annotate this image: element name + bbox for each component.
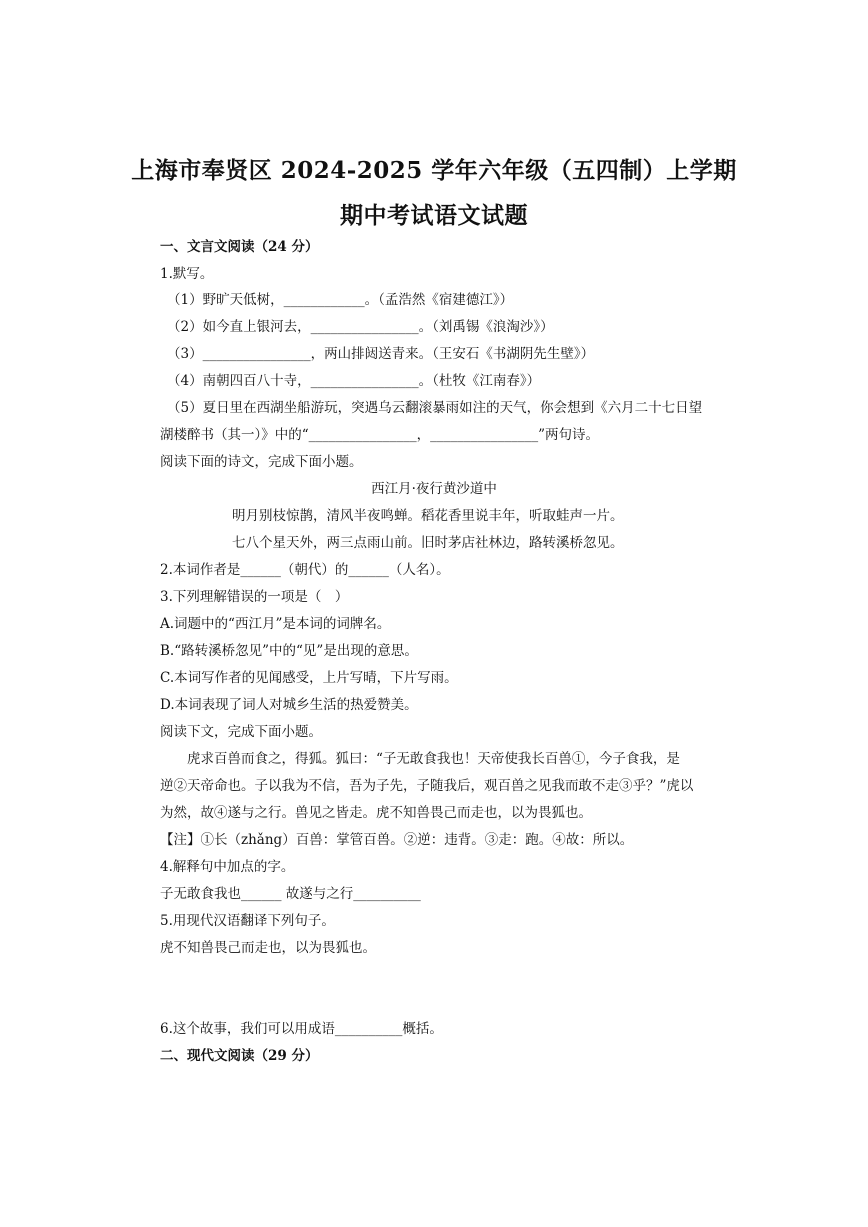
prose-note: 【注】①长（zhǎng）百兽：掌管百兽。②逆：违背。③走：跑。④故：所以。 [160,832,634,848]
poem-read-intro: 阅读下面的诗文，完成下面小题。 [160,454,363,470]
question-1-stem: 1.默写。 [160,266,214,282]
page-subtitle: 期中考试语文试题 [340,202,528,229]
question-3-stem: 3.下列理解错误的一项是（ ） [160,589,349,605]
question-3-option: A.词题中的“西江月”是本词的词牌名。 [160,616,391,632]
question-4-line: 子无敢食我也______ 故遂与之行__________ [160,886,421,902]
question-1-item: （4）南朝四百八十寺，________________。（杜牧《江南春》） [167,373,541,389]
poem-line: 七八个星天外，两三点雨山前。旧时茅店社林边，路转溪桥忽见。 [232,535,624,551]
prose-line: 逆②天帝命也。子以我为不信，吾为子先，子随我后，观百兽之见我而敢不走③乎？”虎以 [160,778,694,794]
question-3-option: B.“路转溪桥忽见”中的“见”是出现的意思。 [160,643,418,659]
poem-title: 西江月·夜行黄沙道中 [371,481,497,497]
question-3-option: C.本词写作者的见闻感受，上片写晴，下片写雨。 [160,670,458,686]
question-2: 2.本词作者是______（朝代）的______（人名）。 [160,562,450,578]
poem-line: 明月别枝惊鹊，清风半夜鸣蝉。稻花香里说丰年，听取蛙声一片。 [232,508,624,524]
question-5-stem: 5.用现代汉语翻译下列句子。 [160,913,335,929]
question-1-item: （2）如今直上银河去，________________。（刘禹锡《浪淘沙》） [167,319,554,335]
question-6: 6.这个故事，我们可以用成语__________概括。 [160,1021,443,1037]
question-1-item: （5）夏日里在西湖坐船游玩，突遇乌云翻滚暴雨如注的天气，你会想到《六月二十七日望 [167,400,703,416]
section-heading-modern: 二、现代文阅读（29 分） [160,1048,319,1064]
question-5-sentence: 虎不知兽畏己而走也，以为畏狐也。 [160,940,376,956]
section-heading-classical: 一、文言文阅读（24 分） [160,239,319,255]
question-1-item: （1）野旷天低树，____________。（孟浩然《宿建德江》） [167,292,514,308]
question-4-stem: 4.解释句中加点的字。 [160,859,295,875]
question-1-item: 湖楼醉书（其一）》中的“________________，________________”两句诗。 [160,427,600,443]
prose-read-intro: 阅读下文，完成下面小题。 [160,724,322,740]
prose-line: 为然，故④遂与之行。兽见之皆走。虎不知兽畏己而走也，以为畏狐也。 [160,805,592,821]
prose-line: 虎求百兽而食之，得狐。狐曰：“子无敢食我也！天帝使我长百兽①，今子食我，是 [187,751,680,767]
page-title: 上海市奉贤区 2024-2025 学年六年级（五四制）上学期 [131,157,737,184]
question-3-option: D.本词表现了词人对城乡生活的热爱赞美。 [160,697,418,713]
question-1-item: （3）________________，两山排闼送青来。（王安石《书湖阴先生壁》） [167,346,595,362]
